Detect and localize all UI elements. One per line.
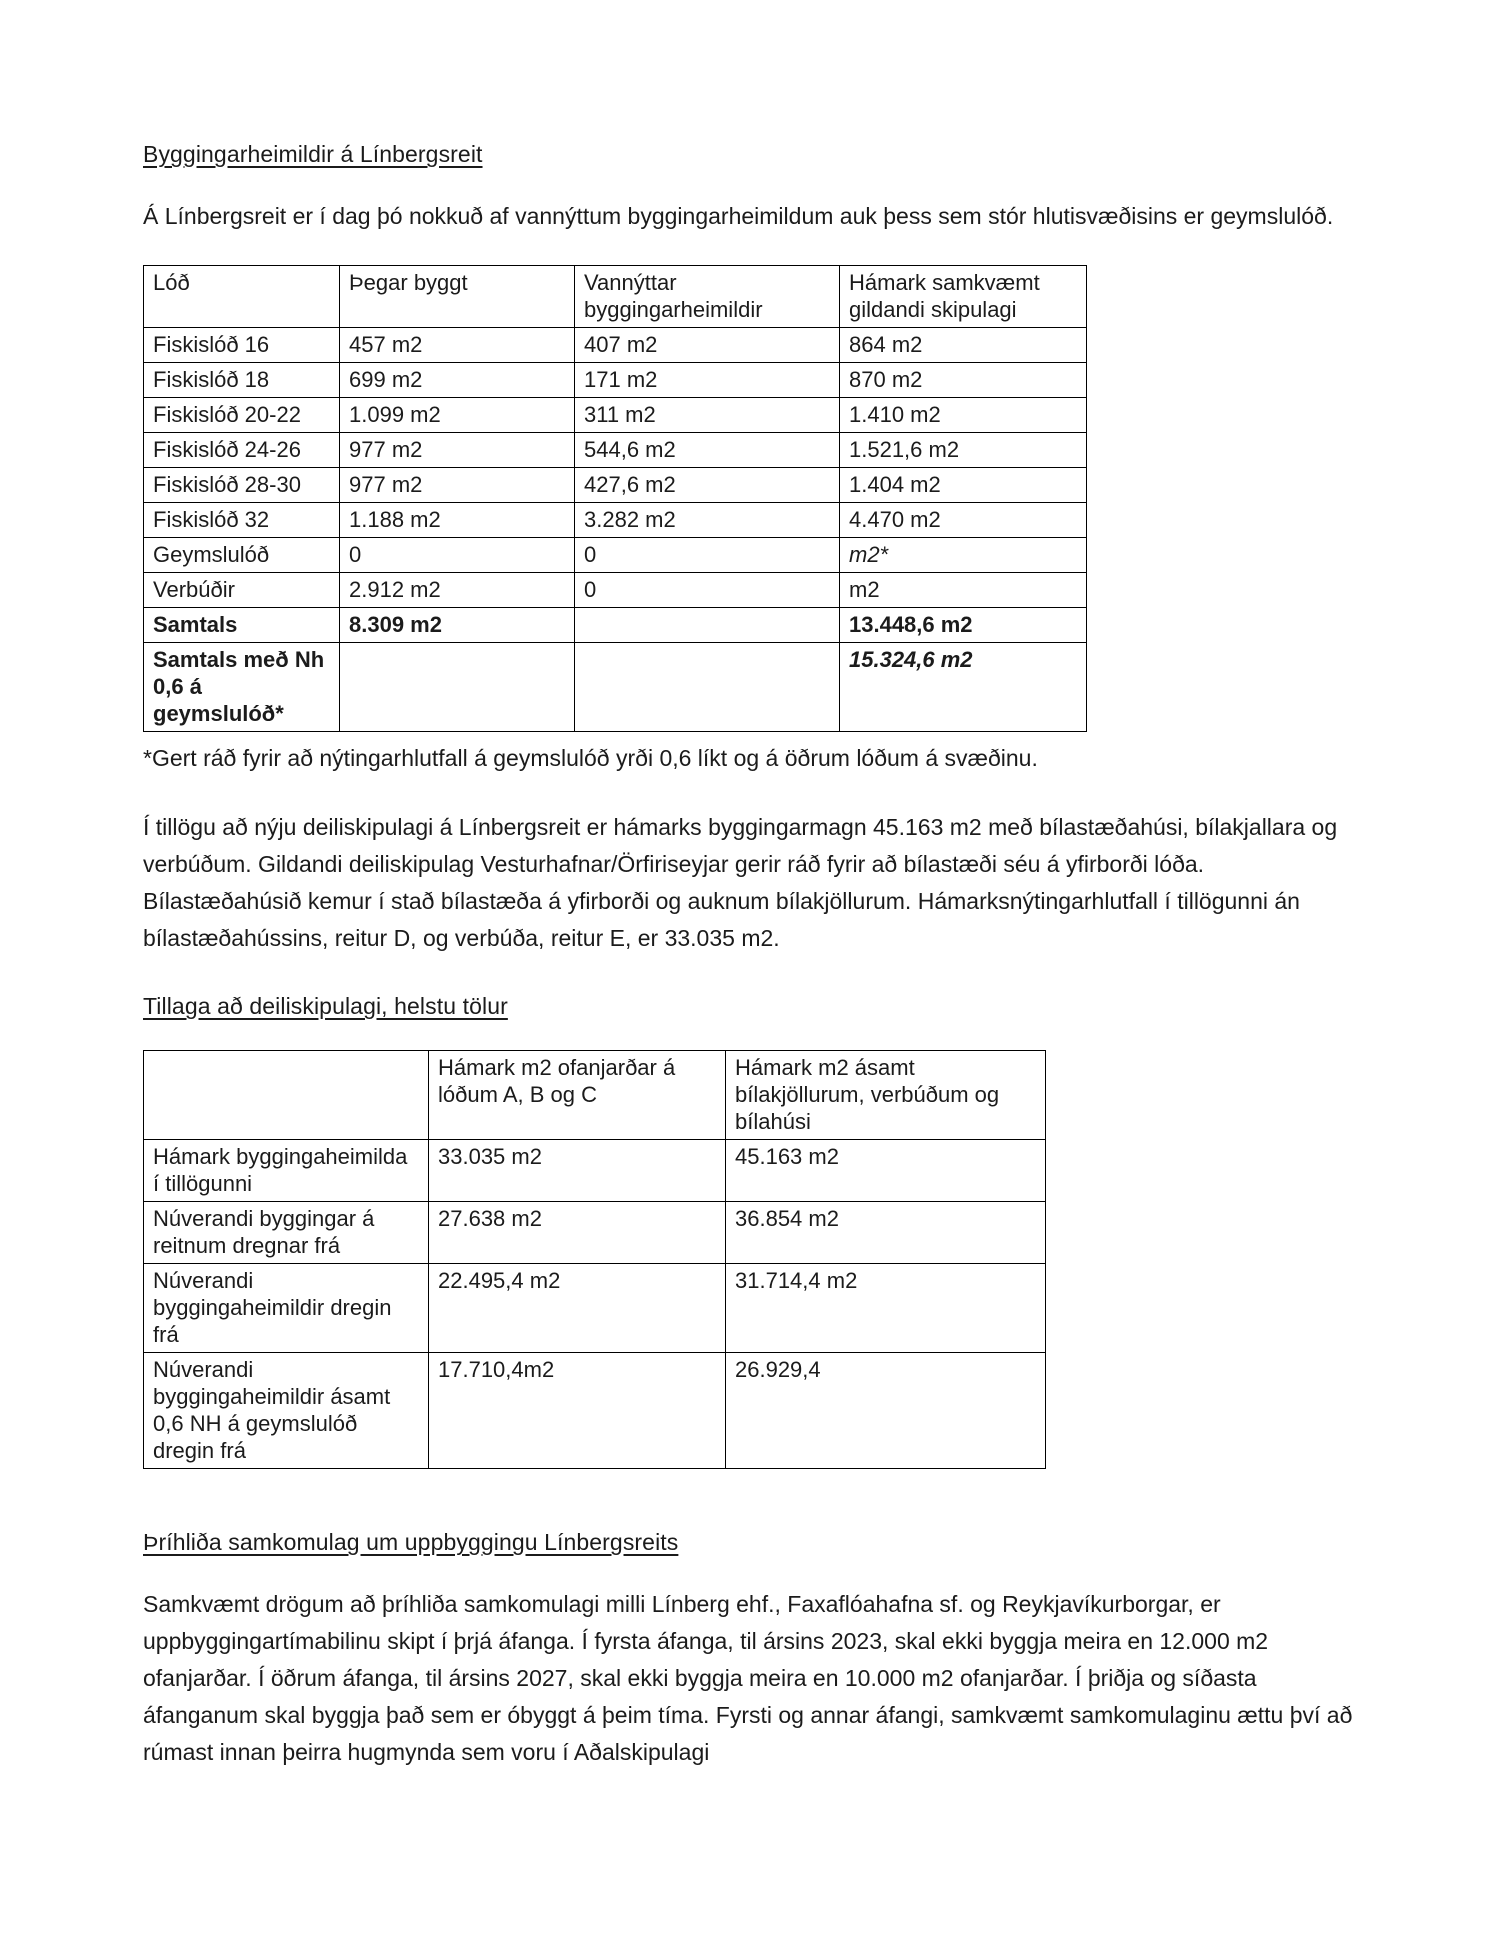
- table-header-cell: Lóð: [144, 266, 340, 328]
- proposal-figures-table: [143, 1050, 1046, 1469]
- table-header-cell: Hámark m2 ásamt bílakjöllurum, verbúðum og bílahúsi: [726, 1051, 1046, 1140]
- table-cell: 407 m2: [575, 328, 840, 363]
- table-cell: Samtals: [144, 608, 340, 643]
- table-cell: 977 m2: [340, 468, 575, 503]
- table-row: [144, 503, 1087, 538]
- table-cell: 33.035 m2: [429, 1140, 726, 1202]
- table-cell: 17.710,4m2: [429, 1353, 726, 1469]
- table-cell: Fiskislóð 20-22: [144, 398, 340, 433]
- table-cell: Núverandi byggingaheimildir dregin frá: [144, 1264, 429, 1353]
- table-cell: 1.188 m2: [340, 503, 575, 538]
- table-cell: Fiskislóð 24-26: [144, 433, 340, 468]
- table-cell: 171 m2: [575, 363, 840, 398]
- table-row: [144, 1140, 1046, 1202]
- table-cell: 0: [340, 538, 575, 573]
- agreement-paragraph: Samkvæmt drögum að þríhliða samkomulagi milli Línberg ehf., Faxaflóahafna sf. og Reykjavíkurborgar, er uppbyggingartímabilinu skipt í þrjá áfanga. Í fyrsta áfanga, til ársins 2023, skal ekki byggja meira en 12.000 m2 ofanjarðar. Í öðrum áfanga, til ársins 2027, skal ekki byggja meira en 10.000 m2 ofanjarðar. Í þriðja og síðasta áfanganum skal byggja það sem er óbyggt á þeim tíma. Fyrsti og annar áfangi, samkvæmt samkomulaginu ættu því að rúmast innan þeirra hugmynda sem voru í Aðalskipulagi: [143, 1591, 1353, 1765]
- doc-title: Byggingarheimildir á Línbergsreit: [143, 141, 483, 167]
- table-cell: 864 m2: [840, 328, 1087, 363]
- table-header-cell: Þegar byggt: [340, 266, 575, 328]
- table-cell: Fiskislóð 32: [144, 503, 340, 538]
- table-cell: 4.470 m2: [840, 503, 1087, 538]
- table-cell: Núverandi byggingaheimildir ásamt 0,6 NH á geymslulóð dregin frá: [144, 1353, 429, 1469]
- table-cell: Fiskislóð 18: [144, 363, 340, 398]
- table-header-row: [144, 266, 1087, 328]
- table-cell: 870 m2: [840, 363, 1087, 398]
- intro-paragraph: Á Línbergsreit er í dag þó nokkuð af vannýttum byggingarheimildum auk þess sem stór hlutisvæðisins er geymslulóð.: [143, 203, 1334, 229]
- table-cell: 31.714,4 m2: [726, 1264, 1046, 1353]
- table-cell: m2: [840, 573, 1087, 608]
- table-cell: 977 m2: [340, 433, 575, 468]
- table-cell: 0: [575, 538, 840, 573]
- table-cell: Fiskislóð 28-30: [144, 468, 340, 503]
- table-header-cell: [144, 1051, 429, 1140]
- table-header-cell: Hámark m2 ofanjarðar á lóðum A, B og C: [429, 1051, 726, 1140]
- table-row: [144, 1353, 1046, 1469]
- table-header-row: [144, 1051, 1046, 1140]
- proposal-paragraph: Í tillögu að nýju deiliskipulagi á Línbergsreit er hámarks byggingarmagn 45.163 m2 með bílastæðahúsi, bílakjallara og verbúðum. Gildandi deiliskipulag Vesturhafnar/Örfiriseyjar gerir ráð fyrir að bílastæði séu á yfirborði lóða. Bílastæðahúsið kemur í stað bílastæða á yfirborði og auknum bílakjöllurum. Hámarksnýtingarhlutfall í tillögunni án bílastæðahússins, reitur D, og verbúða, reitur E, er 33.035 m2.: [143, 814, 1338, 951]
- table-cell: Hámark byggingaheimilda í tillögunni: [144, 1140, 429, 1202]
- table-cell: 311 m2: [575, 398, 840, 433]
- building-permits-table: [143, 265, 1087, 732]
- table-cell: 1.099 m2: [340, 398, 575, 433]
- table-footnote: *Gert ráð fyrir að nýtingarhlutfall á geymslulóð yrði 0,6 líkt og á öðrum lóðum á svæðinu.: [143, 745, 1038, 771]
- document-content: [143, 141, 1363, 1771]
- table-row: [144, 538, 1087, 573]
- spacer: [143, 1469, 1363, 1529]
- table-cell: 26.929,4: [726, 1353, 1046, 1469]
- table-cell: Samtals með Nh 0,6 á geymslulóð*: [144, 643, 340, 732]
- table-cell: 8.309 m2: [340, 608, 575, 643]
- table-row-totals: [144, 608, 1087, 643]
- table-cell: 1.521,6 m2: [840, 433, 1087, 468]
- table-row: [144, 398, 1087, 433]
- table-cell: 36.854 m2: [726, 1202, 1046, 1264]
- table-cell: 427,6 m2: [575, 468, 840, 503]
- table-cell: [575, 608, 840, 643]
- table-row-totals-with-nh: [144, 643, 1087, 732]
- table-row: [144, 328, 1087, 363]
- table-cell: [340, 643, 575, 732]
- table-row: [144, 1202, 1046, 1264]
- table-header-cell: Vannýttar byggingarheimildir: [575, 266, 840, 328]
- table-cell: Fiskislóð 16: [144, 328, 340, 363]
- table-cell: 457 m2: [340, 328, 575, 363]
- table-cell: 2.912 m2: [340, 573, 575, 608]
- table-cell: 27.638 m2: [429, 1202, 726, 1264]
- table-cell: 13.448,6 m2: [840, 608, 1087, 643]
- table-cell: Núverandi byggingar á reitnum dregnar frá: [144, 1202, 429, 1264]
- table-header-cell: Hámark samkvæmt gildandi skipulagi: [840, 266, 1087, 328]
- table-cell: 1.404 m2: [840, 468, 1087, 503]
- table-cell: Verbúðir: [144, 573, 340, 608]
- table-row: [144, 363, 1087, 398]
- table-row: [144, 1264, 1046, 1353]
- section-heading-proposal: Tillaga að deiliskipulagi, helstu tölur: [143, 993, 508, 1019]
- table-cell: Geymslulóð: [144, 538, 340, 573]
- table-cell: 544,6 m2: [575, 433, 840, 468]
- table-cell: 1.410 m2: [840, 398, 1087, 433]
- table-row: [144, 433, 1087, 468]
- section-heading-agreement: Þríhliða samkomulag um uppbyggingu Línbergsreits: [143, 1529, 679, 1555]
- table-cell: m2*: [840, 538, 1087, 573]
- table-cell: 22.495,4 m2: [429, 1264, 726, 1353]
- table-cell: 45.163 m2: [726, 1140, 1046, 1202]
- table-cell: 0: [575, 573, 840, 608]
- table-cell: 3.282 m2: [575, 503, 840, 538]
- table-row: [144, 468, 1087, 503]
- table-row: [144, 573, 1087, 608]
- table-cell: 699 m2: [340, 363, 575, 398]
- table-cell: [575, 643, 840, 732]
- table-cell: 15.324,6 m2: [840, 643, 1087, 732]
